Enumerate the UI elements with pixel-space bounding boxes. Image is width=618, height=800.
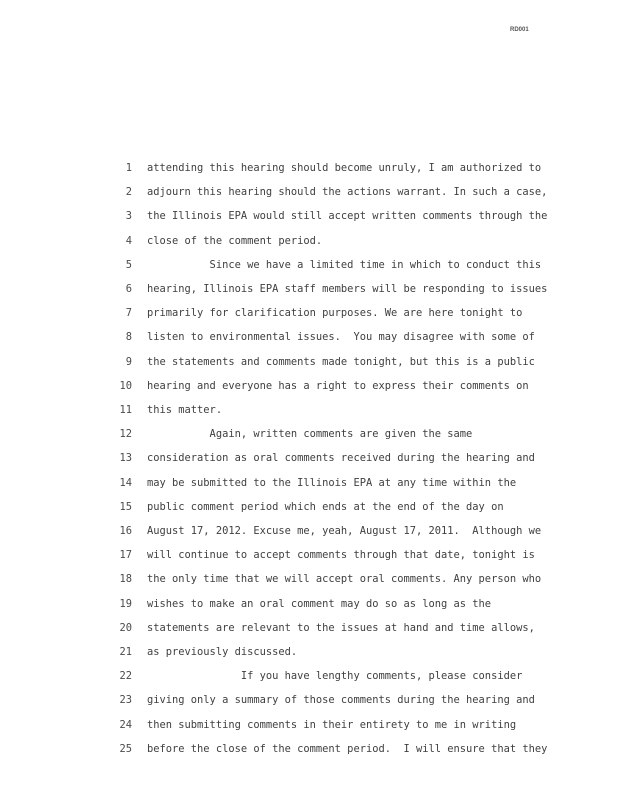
transcript-line: [0, 448, 618, 468]
line-text: the only time that we will accept oral comments. Any person who: [147, 573, 542, 586]
line-number: 10: [119, 379, 132, 392]
line-text: If you have lengthy comments, please consider: [147, 670, 523, 683]
line-text: close of the comment period.: [147, 234, 323, 247]
line-text: this matter.: [147, 404, 223, 416]
line-number: 25: [119, 742, 132, 755]
transcript-line: [0, 594, 618, 614]
line-number: 20: [119, 621, 132, 634]
transcript-line: [0, 715, 618, 735]
transcript-line: [0, 569, 618, 589]
line-text: adjourn this hearing should the actions warrant. In such a case,: [147, 186, 548, 199]
transcript-line: [0, 618, 618, 638]
transcript-line: [0, 690, 618, 710]
line-text: Since we have a limited time in which to conduct this: [147, 258, 542, 271]
line-number: 6: [125, 283, 132, 295]
line-text: Again, written comments are given the same: [147, 428, 473, 441]
line-number: 4: [125, 234, 132, 247]
transcript-line: [0, 158, 618, 178]
line-text: then submitting comments in their entirety to me in writing: [147, 718, 517, 731]
line-text: hearing, Illinois EPA staff members will be responding to issues: [147, 283, 548, 295]
line-text: wishes to make an oral comment may do so as long as the: [147, 597, 492, 610]
bates-stamp: RD001: [510, 27, 529, 33]
line-text: before the close of the comment period. I will ensure that they: [147, 742, 548, 755]
line-number: 22: [119, 670, 132, 683]
line-text: will continue to accept comments through that date, tonight is: [147, 549, 535, 562]
line-number: 3: [125, 210, 132, 223]
line-number: 13: [119, 452, 132, 465]
line-number: 24: [119, 718, 132, 731]
transcript-line: [0, 473, 618, 493]
line-number: 12: [119, 428, 132, 441]
line-number: 17: [119, 549, 132, 562]
transcript-line: [0, 206, 618, 226]
line-text: as previously discussed.: [147, 646, 298, 658]
transcript-line: [0, 497, 618, 517]
line-number: 18: [119, 573, 132, 586]
line-text: listen to environmental issues. You may disagree with some of: [147, 331, 535, 344]
transcript-line: [0, 182, 618, 202]
transcript-line: [0, 545, 618, 565]
transcript-line: [0, 255, 618, 275]
line-text: may be submitted to the Illinois EPA at any time within the: [147, 476, 517, 489]
line-text: statements are relevant to the issues at hand and time allows,: [147, 621, 535, 634]
transcript-line: [0, 327, 618, 347]
transcript-line: [0, 352, 618, 372]
line-number: 15: [119, 500, 132, 513]
transcript-line: [0, 400, 618, 420]
line-number: 14: [119, 476, 132, 489]
line-number: 1: [125, 162, 132, 174]
line-number: 2: [125, 186, 132, 199]
line-text: hearing and everyone has a right to express their comments on: [147, 379, 529, 392]
line-number: 16: [119, 525, 132, 537]
line-text: giving only a summary of those comments during the hearing and: [147, 694, 535, 707]
line-text: attending this hearing should become unruly, I am authorized to: [147, 162, 542, 174]
transcript-line: [0, 424, 618, 444]
line-number: 8: [125, 331, 132, 344]
line-number: 9: [125, 355, 132, 368]
line-text: the statements and comments made tonight, but this is a public: [147, 355, 535, 368]
transcript-line: [0, 521, 618, 541]
transcript-line: [0, 666, 618, 686]
line-number: 7: [125, 307, 132, 320]
line-number: 23: [119, 694, 132, 707]
line-number: 19: [119, 597, 132, 610]
line-text: consideration as oral comments received during the hearing and: [147, 452, 535, 465]
line-number: 11: [119, 404, 132, 416]
transcript-line: [0, 376, 618, 396]
transcript-line: [0, 231, 618, 251]
line-text: August 17, 2012. Excuse me, yeah, August 17, 2011. Although we: [147, 525, 542, 537]
transcript-line: [0, 303, 618, 323]
line-number: 21: [119, 646, 132, 658]
transcript-line: [0, 279, 618, 299]
line-number: 5: [125, 258, 132, 271]
line-text: primarily for clarification purposes. We are here tonight to: [147, 307, 523, 320]
line-text: the Illinois EPA would still accept written comments through the: [147, 210, 548, 223]
transcript-line: [0, 739, 618, 759]
transcript-line: [0, 642, 618, 662]
line-text: public comment period which ends at the end of the day on: [147, 500, 504, 513]
